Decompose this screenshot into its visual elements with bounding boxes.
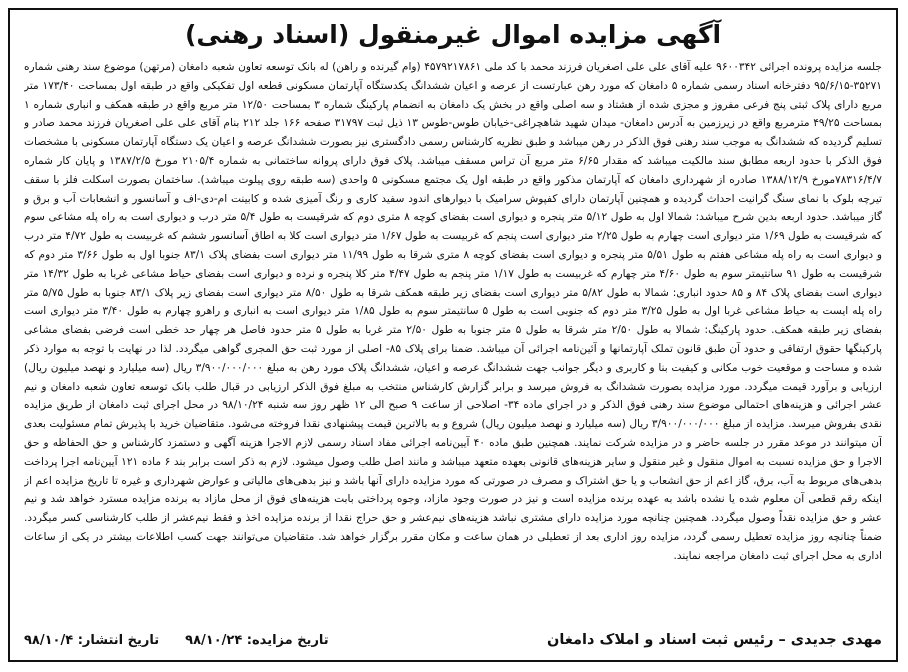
notice-title: آگهی مزایده اموال غیرمنقول (اسناد رهنی) (184, 20, 722, 49)
notice-footer (24, 626, 882, 654)
auction-notice (8, 8, 898, 662)
notice-dates (24, 633, 329, 648)
signature: مهدی جدیدی – رئیس ثبت اسناد و املاک دامغان (547, 632, 882, 648)
notice-body: جلسه مزایده پرونده اجرائی ۹۶۰۰۳۴۲ علیه آقای علی علی اصغریان فرزند محمد با کد ملی ۴۵۷۹۲۱۷۸۶۱ (وام گیرنده و راهن) له بانک توسعه تعاون شعبه دامغان (مرتهن) موضوع سند رهنی شماره ۳۵۲۷۱-۹۵/۶/۱۵ دفترخانه اسناد رسمی شماره ۵ دامغان که مورد رهن عبارتست از عرصه و اعیان ششدانگ یکدستگاه آپارتمان مسکونی قطعه اول تفکیکی واقع در طبقه اول بمساحت ۱۷۳/۴۰ متر مربع دارای پلاک ثبتی پنج فرعی مفروز و مجزی شده از هشتاد و سه اصلی واقع در بخش یک دامغان به انضمام پارکینگ شماره ۳ بمساحت ۱۲/۵۰ متر مربع واقع در طبقه همکف و انباری شماره ۱ بمساحت ۴۹/۲۵ مترمربع واقع در زیرزمین به آدرس دامغان- میدان شهید شاهچراغی-خیابان طوس-طوس ۱۳ ذیل ثبت ۳۱۷۹۷ صفحه ۱۶۶ جلد ۲۱۲ بنام آقای علی علی اصغریان فرزند محمد صادر و تسلیم گردیده که ششدانگ به موجب سند رهنی فوق الذکر در رهن میباشد و طبق نظریه کارشناس رسمی دادگستری نیز بصورت ششدانگ عرصه و اعیان یک دستگاه آپارتمان مسکونی با مشخصات فوق الذکر با حدود اربعه مطابق سند مالکیت میباشد که مقدار ۶/۶۵ متر مربع آن تراس مسقف میباشد. پلاک فوق دارای پروانه ساختمانی به شماره ۲۱۰۵/۴ مورخ ۱۳۸۷/۲/۵ و پایان کار شماره ۷۸۳۱۶/۴/۷مورخ ۱۳۸۸/۱۲/۹ صادره از شهرداری دامغان که آپارتمان مذکور واقع در طبقه اول یک مجتمع مسکونی ۵ واحدی (سه طبقه روی پیلوت میباشد). ساختمان بصورت اسکلت فلز با سقف تیرچه بلوک با نمای سنگ گرانیت احداث گردیده و همچنین آپارتمان دارای کفپوش سرامیک با دیوارهای اندود سفید کاری و رنگ آمیزی شده و کابینت ام-دی-اف و آسانسور و انشعابات آب و برق و گاز میباشد. حدود اربعه بدین شرح میباشد: شمالا اول به طول ۵/۱۲ متر پنجره و دیواری است بفضای کوچه ۸ متری دوم که شرقیست به طول ۵/۴ متر درب و دیواری است به راه پله مشاعی سوم که شرقیست به طول ۱/۶۹ متر دیواری است چهارم به طول ۲/۲۵ متر دیواری است پنجم که غربیست به طول ۱/۶۷ متر دیواری است کلا به اطاق آسانسور ششم که غربیست به طول ۴/۷۲ متر درب و دیواری است به راه پله مشاعی هفتم به طول ۵/۵۱ متر پنجره و دیواری است بفضای کوچه ۸ متری شرقا به طول ۱۱/۹۹ متر دیواری است بفضای پلاک ۸۳/۱ جنوبا اول به طول ۳/۶۶ متر دوم که شرقیست به طول ۹۱ سانتیمتر سوم به طول ۴/۶۰ متر چهارم که غربیست به طول ۱/۱۷ متر پنجم به طول ۴/۴۷ متر کلا پنجره و نرده و دیواری است بفضای حیاط مشاعی غربا به طول ۱۴/۳۲ متر دیواری است بفضای پلاک ۸۴ و ۸۵ حدود انباری: شمالا به طول ۵/۸۲ متر دیواری است بفضای زیر طبقه همکف شرقا به طول ۸/۵۰ متر دیواری است بفضای زیر پلاک ۸۳/۱ جنوبا به طول ۵/۷۵ متر راه پله ایست به حیاط مشاعی غربا اول به طول ۳/۲۵ متر دوم که جنوبی است به طول ۵ سانتیمتر سوم به طول ۱/۸۵ متر دیواری است به انباری و راهرو چهارم به طول ۳/۴۰ متر دیواری است بفضای زیر طبقه همکف. حدود پارکینگ: شمالا به طول ۲/۵۰ متر شرقا به طول ۵ متر جنوبا به طول ۲/۵۰ متر غربا به طول ۵ متر حدود فاصل هر چهار حد خطی است فرضی بفضای مشاعی پارکینگها حقوق ارتفاقی و حدود آن طبق قانون تملک آپارتمانها و آئین‌نامه اجرائی آن میباشد. ضمنا برای پلاک ۸۵- اصلی از مورد ثبت حق المجری گواهی میگردد. لذا در نهایت با توجه به موارد ذکر شده و مساحت و موقعیت خوب مکانی و کیفیت بنا و کاربری و دیگر جوانب جهت ششدانگ عرصه و اعیان، ششدانگ پلاک مورد رهن به مبلغ ۳/۹۰۰/۰۰۰/۰۰۰ ریال (سه میلیارد و نهصد میلیون ریال) ارزیابی و برآورد قیمت میگردد. مورد مزایده بصورت ششدانگ به فروش میرسد و برابر گزارش کارشناس منتخب به مبلغ فوق الذکر ارزیابی در قبال طلب بانک توسعه تعاون شعبه دامغان و نیم عشر اجرائی و هزینه‌های احتمالی موضوع سند رهنی فوق الذکر و در اجرای ماده ۳۴- اصلاحی از ساعت ۹ صبح الی ۱۲ ظهر روز سه شنبه ۹۸/۱۰/۲۴ در محل اجرای ثبت دامغان از طریق مزایده نقدی بفروش میرسد. مزایده از مبلغ ۳/۹۰۰/۰۰۰/۰۰۰ ریال (سه میلیارد و نهصد میلیون ریال) شروع و به بالاترین قیمت پیشنهادی نقدا فروخته می‌شود. متقاضیان خرید با پذیرش تمام مسئولیت بعدی آن میتوانند در موعد مقرر در جلسه حاضر و در مزایده شرکت نمایند. همچنین طبق ماده ۴۰ آیین‌نامه اجرائی مفاد اسناد رسمی لازم الاجرا هزینه آگهی و دستمزد کارشناس و حق الحفاظه و حق الاجرا و حق مزایده نسبت به اموال منقول و غیر منقول و سایر هزینه‌های قانونی بعهده متعهد میباشد و مانند اصل طلب وصول میشود. لازم به ذکر است برابر بند ۶ ماده ۱۲۱ آیین‌نامه اجرا پرداخت بدهی‌های مربوط به آب، برق، گاز اعم از حق انشعاب و یا حق اشتراک و مصرف در صورتی که مورد مزایده دارای آنها باشد و نیز بدهی‌های مالیاتی و عوارض شهرداری و غیره تا تاریخ مزایده اعم از اینکه رقم قطعی آن معلوم شده یا نشده باشد به عهده برنده مزایده است و نیز در صورت وجود مازاد، وجوه پرداختی بابت هزینه‌های فوق از محل مازاد به برنده مزایده مسترد خواهد شد و نیم عشر و حق مزایده نقداً وصول میگردد. همچنین چنانچه مورد مزایده دارای مشتری نباشد هزینه‌های نیم‌عشر و حق حراج نقدا از برنده مزایده اخذ و فقط نیم‌عشر از طلب کارشناسی کسر میگردد. ضمناً چنانچه روز مزایده تعطیل رسمی گردد، مزایده روز اداری بعد از تعطیلی در همان ساعت و مکان مقرر برگزار خواهد شد. متقاضیان می‌توانند جهت کسب اطلاعات بیشتر در یکی از ساعات اداری به محل اجرای ثبت دامغان مراجعه نمایند. (24, 61, 882, 562)
auction-date: تاریخ مزایده: ۹۸/۱۰/۲۴ (185, 632, 329, 648)
publish-date: تاریخ انتشار: ۹۸/۱۰/۴ (24, 632, 160, 648)
